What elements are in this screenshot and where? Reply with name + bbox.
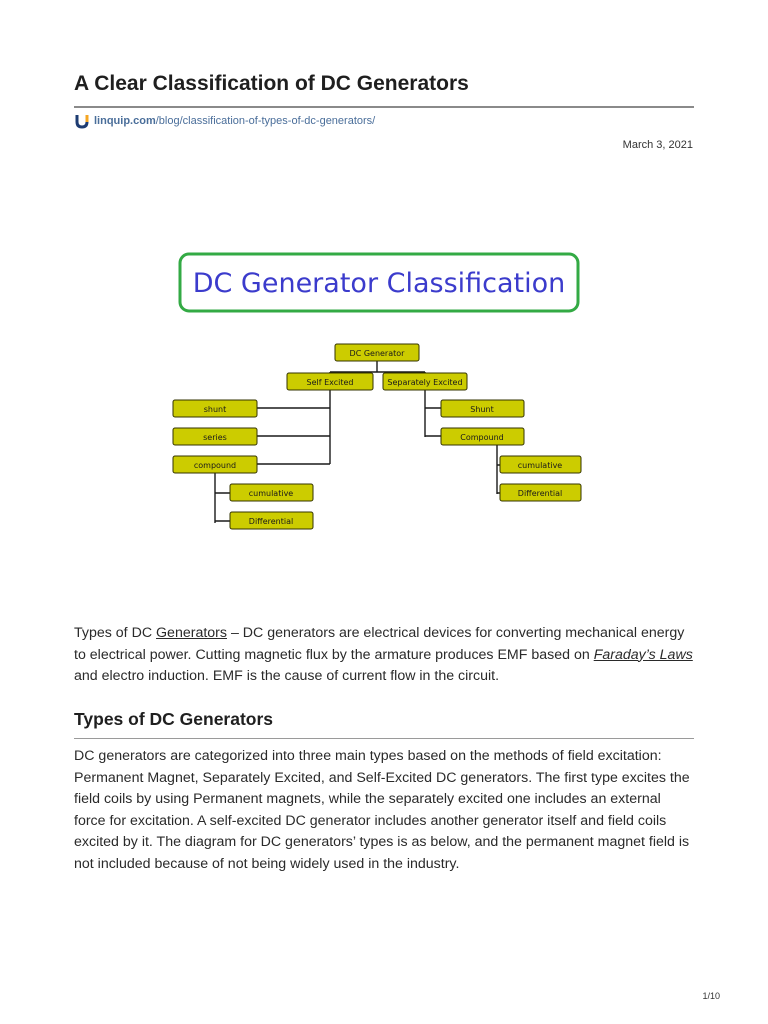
node-self-series: series <box>203 433 227 442</box>
source-domain: linquip.com <box>94 115 156 127</box>
node-self-cumulative: cumulative <box>248 489 294 498</box>
generators-link[interactable]: Generators <box>156 625 227 641</box>
intro-prefix: Types of DC <box>74 625 157 641</box>
node-sep-shunt: Shunt <box>470 405 494 414</box>
node-self-shunt: shunt <box>203 405 227 414</box>
node-sep-compound: Compound <box>460 433 504 442</box>
title-divider <box>74 106 694 108</box>
intro-middle: – DC generators are electrical devices for converting mechanical energy to electrical power. Cutting magnetic flux by the armature produces EMF based on <box>74 625 685 663</box>
page-number: 1/10 <box>702 991 720 1001</box>
section-heading: Types of DC Generators <box>74 709 274 729</box>
node-self-compound: compound <box>193 461 237 470</box>
node-sep-differential: Differential <box>517 489 563 498</box>
node-sep-cumulative: cumulative <box>517 461 563 470</box>
page-title: A Clear Classification of DC Generators <box>74 72 469 95</box>
linquip-logo-icon <box>74 113 90 129</box>
node-self-differential: Differential <box>248 517 294 526</box>
faradays-laws-link[interactable]: Faraday’s Laws <box>593 646 693 663</box>
node-separately-excited: Separately Excited <box>387 378 463 387</box>
intro-paragraph <box>74 623 696 688</box>
node-self-excited: Self Excited <box>306 378 354 387</box>
section-body: DC generators are categorized into three main types based on the methods of field excitation: Permanent Magnet, Separately Excited, and Self-Excited DC generators. The first type excites the field coils by using Permanent magnets, while the separately excited one includes an external force for excitation. A self-excited DC generator includes another generator itself and field coils excited by it. The diagram for DC generators’ types is as below, and the permanent magnet field is not included because of not being widely used in the industry. <box>74 748 690 872</box>
classification-diagram <box>170 250 590 540</box>
section-divider <box>74 738 694 739</box>
source-link[interactable] <box>74 113 375 129</box>
intro-suffix: and electro induction. EMF is the cause of current flow in the circuit. <box>74 668 500 685</box>
publish-date: March 3, 2021 <box>622 139 693 151</box>
node-dc-generator: DC Generator <box>349 349 405 358</box>
diagram-heading: DC Generator Classification <box>192 268 566 299</box>
source-path: /blog/classification-of-types-of-dc-generators/ <box>155 115 376 127</box>
